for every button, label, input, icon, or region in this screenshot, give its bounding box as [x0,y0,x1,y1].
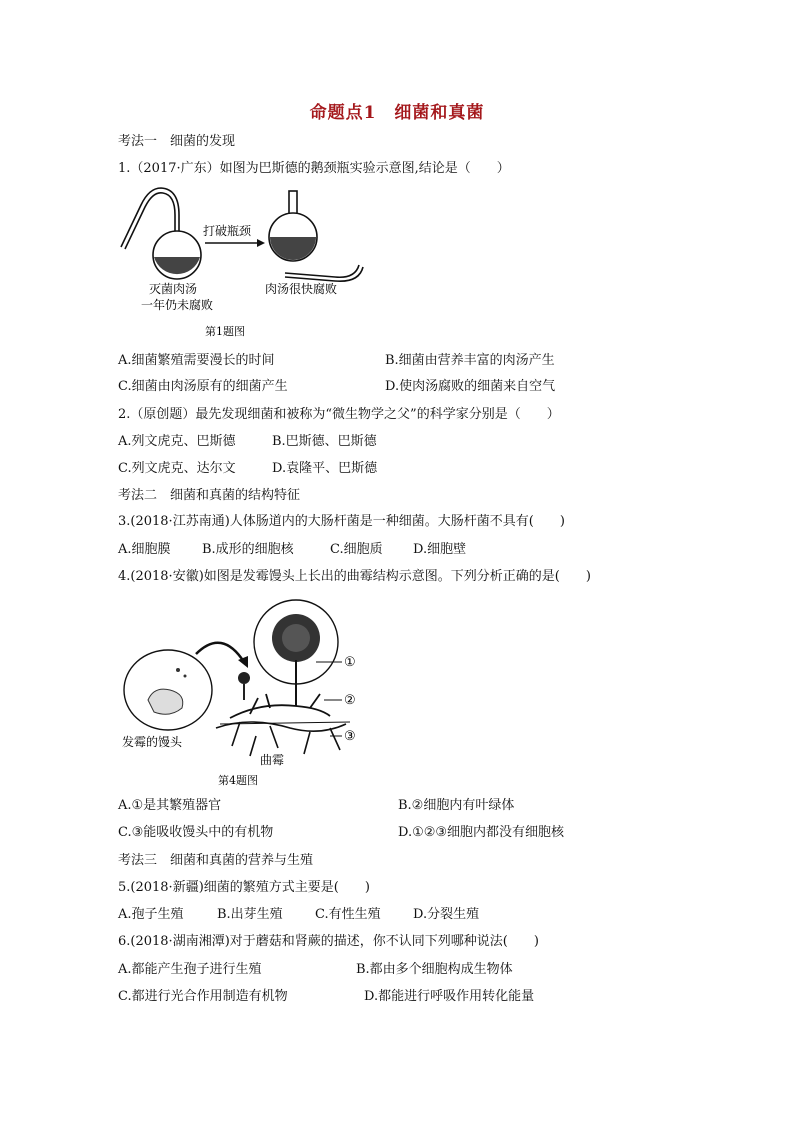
section-heading-3: 考法三 细菌和真菌的营养与生殖 [118,853,314,868]
q2-option-a[interactable]: A.列文虎克、巴斯德 [118,434,236,449]
marker-1: ① [344,655,356,670]
question-2-stem: 2.（原创题）最先发现细菌和被称为“微生物学之父”的科学家分别是（ ） [118,407,560,422]
figure-1-caption: 第1题图 [205,325,245,338]
q6-option-b[interactable]: B.都由多个细胞构成生物体 [356,962,513,977]
figure-1-swan-neck-flask [115,185,375,345]
q6-option-c[interactable]: C.都进行光合作用制造有机物 [118,989,288,1004]
q4-option-c[interactable]: C.③能吸收馒头中的有机物 [118,825,274,840]
marker-2: ② [344,693,356,708]
q5-option-a[interactable]: A.孢子生殖 [118,907,184,922]
q3-option-a[interactable]: A.细胞膜 [118,542,171,557]
marker-3: ③ [344,729,356,744]
q3-option-c[interactable]: C.细胞质 [330,542,383,557]
figure-4-caption: 第4题图 [218,774,258,787]
question-5-stem: 5.(2018·新疆)细菌的繁殖方式主要是( ) [118,880,370,895]
section-heading-1: 考法一 细菌的发现 [118,134,236,149]
q1-option-c[interactable]: C.细菌由肉汤原有的细菌产生 [118,379,288,394]
q5-option-b[interactable]: B.出芽生殖 [217,907,283,922]
right-flask-broth [270,237,316,260]
q2-option-b[interactable]: B.巴斯德、巴斯德 [272,434,377,449]
q1-option-d[interactable]: D.使肉汤腐败的细菌来自空气 [385,379,556,394]
section-heading-2: 考法二 细菌和真菌的结构特征 [118,488,301,503]
figure-4-aspergillus [120,598,370,790]
q4-option-b[interactable]: B.②细胞内有叶绿体 [398,798,515,813]
q6-option-a[interactable]: A.都能产生孢子进行生殖 [118,962,262,977]
figure-4-left-caption: 发霉的馒头 [122,735,183,749]
question-4-stem: 4.(2018·安徽)如图是发霉馒头上长出的曲霉结构示意图。下列分析正确的是( ) [118,569,591,584]
q6-option-d[interactable]: D.都能进行呼吸作用转化能量 [364,989,535,1004]
figure-1-left-caption-2: 一年仍未腐败 [141,298,214,312]
broken-neck [285,265,359,277]
figure-4-right-caption: 曲霉 [260,753,285,767]
figure-1-left-caption-1: 灭菌肉汤 [149,282,198,296]
q5-option-d[interactable]: D.分裂生殖 [413,907,480,922]
q2-option-c[interactable]: C.列文虎克、达尔文 [118,461,236,476]
figure-1-right-caption: 肉汤很快腐败 [265,282,338,296]
q4-option-a[interactable]: A.①是其繁殖器官 [118,798,222,813]
q3-option-b[interactable]: B.成形的细胞核 [202,542,294,557]
magnify-arrow [196,643,244,662]
question-6-stem: 6.(2018·湖南湘潭)对于蘑菇和肾蕨的描述，你不认同下列哪种说法( ) [118,934,539,949]
q4-option-d[interactable]: D.①②③细胞内都没有细胞核 [398,825,565,840]
page-title: 命题点1 细菌和真菌 [309,103,485,123]
q1-option-a[interactable]: A.细菌繁殖需要漫长的时间 [118,353,275,368]
q5-option-c[interactable]: C.有性生殖 [315,907,381,922]
mold-patch [148,689,183,714]
question-1-stem: 1.（2017·广东）如图为巴斯德的鹅颈瓶实验示意图,结论是（ ） [118,161,510,176]
arrow-label: 打破瓶颈 [203,224,252,238]
q1-option-b[interactable]: B.细菌由营养丰富的肉汤产生 [385,353,555,368]
question-3-stem: 3.(2018·江苏南通)人体肠道内的大肠杆菌是一种细菌。大肠杆菌不具有( ) [118,514,565,529]
q2-option-d[interactable]: D.袁隆平、巴斯德 [272,461,378,476]
q3-option-d[interactable]: D.细胞壁 [413,542,467,557]
